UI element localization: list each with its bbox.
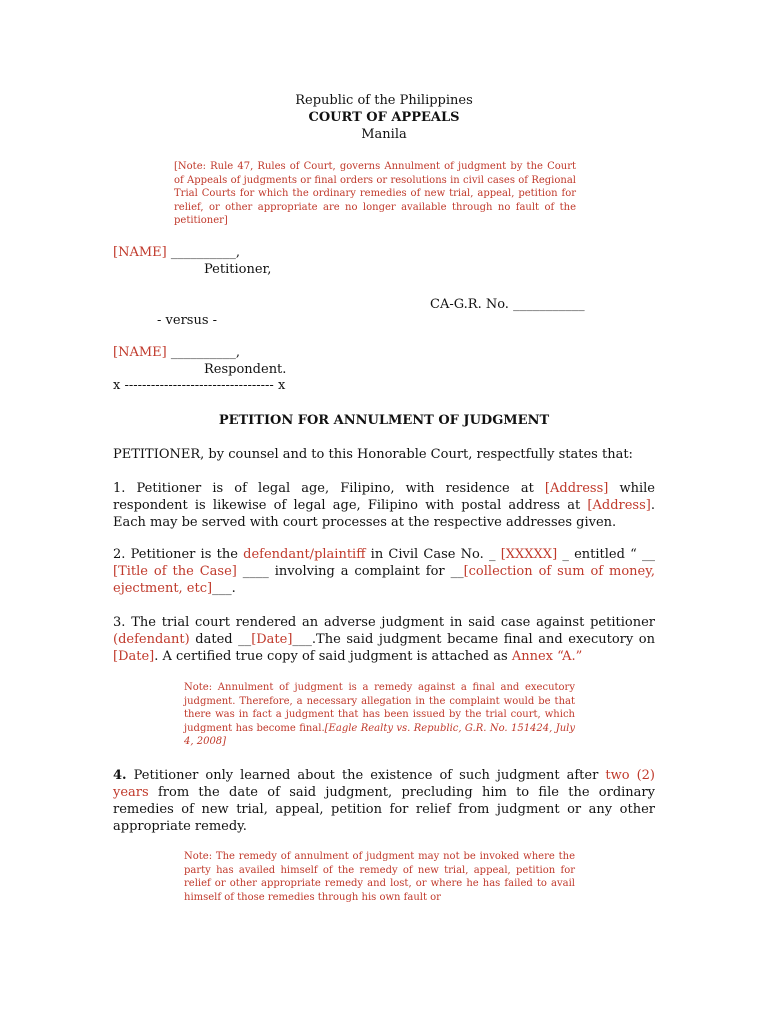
note-remedy-limits: Note: The remedy of annulment of judgment may not be invoked where the party has availed himself of the remedy of new trial, appeal, petition for relief or other appropriate remedy and lost, or where he has failed to avail himself of those remedies through his own fault or <box>184 851 575 903</box>
respondent-line <box>113 345 240 360</box>
intro-paragraph: PETITIONER, by counsel and to this Honorable Court, respectfully states that: <box>113 447 633 462</box>
versus-label: - versus - <box>157 313 218 328</box>
note-rule-47: [Note: Rule 47, Rules of Court, governs Annulment of judgment by the Court of Appeals of judgments or final orders or resolutions in civil cases of Regional Trial Courts for which the ordinary remedies of new trial, appeal, petition for relief, or other appropriate are no longer available through no fault of the petitioner] <box>174 161 576 226</box>
respondent-name: [NAME] <box>113 345 167 360</box>
caption-separator: x ---------------------------------- x <box>113 378 286 393</box>
case-number: CA-G.R. No. ___________ <box>430 297 585 312</box>
note-annulment-remedy: Note: Annulment of judgment is a remedy against a final and executory judgment. Therefore, a necessary allegation in the complaint would be that there was in fact a judgment that has been issued by the trial court, which judgment has become final.[Eagle Realty vs. Republic, G.R. No. 151424, July 4, 2008] <box>184 682 575 747</box>
respondent-blank: __________, <box>166 345 240 360</box>
paragraph-3: 3. The trial court rendered an adverse judgment in said case against petitioner (defendant) dated __[Date]___.The said judgment became final and executory on [Date]. A certified true copy of said judgment is attached as Annex “A.” <box>113 615 656 664</box>
petitioner-name: [NAME] <box>113 245 167 260</box>
paragraph-1: 1. Petitioner is of legal age, Filipino, with residence at [Address] while respondent is likewise of legal age, Filipino with postal address at [Address]. Each may be served with court processes at the respective addresses given. <box>113 481 655 530</box>
petitioner-line <box>113 245 240 260</box>
paragraph-2: 2. Petitioner is the defendant/plaintiff in Civil Case No. _ [XXXXX] _ entitled “ __ [Title of the Case] ____ involving a complaint for __[collection of sum of money, ejectment, etc]___. <box>113 547 656 596</box>
respondent-label: Respondent. <box>204 362 287 377</box>
header-city: Manila <box>361 127 407 142</box>
petitioner-blank: __________, <box>166 245 240 260</box>
header-republic: Republic of the Philippines <box>295 93 473 108</box>
note-citation: [Eagle Realty vs. Republic, G.R. No. 151424, July 4, 2008] <box>184 722 575 747</box>
document-title: PETITION FOR ANNULMENT OF JUDGMENT <box>218 413 550 428</box>
header-court: COURT OF APPEALS <box>308 110 460 125</box>
petitioner-label: Petitioner, <box>204 262 272 277</box>
paragraph-4: 4. Petitioner only learned about the existence of such judgment after two (2) years from the date of said judgment, precluding him to file the ordinary remedies of new trial, appeal, petition for relief from judgment or any other appropriate remedy. <box>113 768 656 834</box>
